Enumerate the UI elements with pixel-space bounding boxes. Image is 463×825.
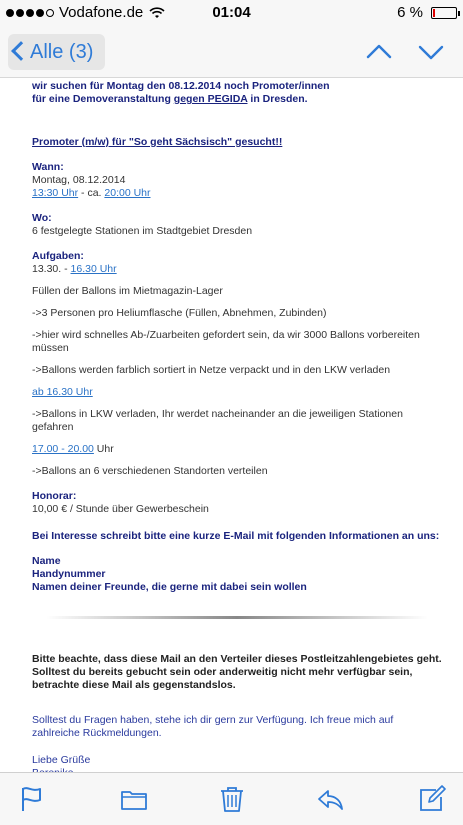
chevron-up-icon[interactable] bbox=[365, 38, 393, 66]
status-right bbox=[397, 4, 457, 21]
trash-icon[interactable] bbox=[218, 785, 246, 813]
time-link-start[interactable]: 13:30 Uhr bbox=[32, 187, 79, 199]
chevron-down-icon[interactable] bbox=[417, 38, 445, 66]
task-item: ->Ballons in LKW verladen, Ihr werdet nacheinander an die jeweiligen Stationen gefahren bbox=[32, 408, 403, 433]
battery-level bbox=[433, 9, 435, 17]
battery-icon bbox=[431, 7, 457, 19]
email-heading: Promoter (m/w) für "So geht Sächsisch" gesucht!! bbox=[32, 136, 283, 148]
intro-text: wir suchen für Montag den 08.12.2014 noch Promoter/innen für eine Demoveranstaltung gegen PEGIDA in Dresden. bbox=[32, 80, 330, 105]
section-aufgaben: Aufgaben: 13.30. - 16.30 Uhr bbox=[32, 250, 117, 275]
info-list: Name Handynummer Namen deiner Freunde, die gerne mit dabei sein wollen bbox=[32, 555, 307, 593]
compose-icon[interactable] bbox=[418, 785, 446, 813]
folder-icon[interactable] bbox=[120, 785, 148, 813]
navigation-bar bbox=[0, 26, 463, 78]
reply-icon[interactable] bbox=[316, 785, 344, 813]
divider bbox=[46, 616, 428, 619]
carrier-name: Vodafone.de bbox=[59, 4, 144, 21]
signature: Liebe Grüße bbox=[32, 754, 442, 793]
task-item: Füllen der Ballons im Mietmagazin-Lager bbox=[32, 285, 223, 297]
battery-percentage: 6 % bbox=[397, 4, 423, 21]
status-bar bbox=[0, 0, 463, 26]
clock: 01:04 bbox=[212, 4, 251, 21]
section-wann: Wann: Montag, 08.12.2014 13:30 Uhr - ca. 20:00 Uhr bbox=[32, 161, 151, 199]
time-link-ab[interactable]: ab 16.30 Uhr bbox=[32, 386, 93, 398]
bottom-toolbar bbox=[0, 772, 463, 825]
time-link-end[interactable]: 20:00 Uhr bbox=[104, 187, 151, 199]
back-button[interactable] bbox=[8, 34, 105, 70]
time-link-aufgaben[interactable]: 16.30 Uhr bbox=[70, 263, 117, 275]
task-item: ->Ballons an 6 verschiedenen Standorten verteilen bbox=[32, 465, 268, 477]
pegida-link[interactable]: gegen PEGIDA bbox=[173, 93, 248, 105]
flag-icon[interactable] bbox=[18, 785, 46, 813]
interest-text: Bei Interesse schreibt bitte eine kurze E-Mail mit folgenden Informationen an uns: bbox=[32, 530, 440, 542]
section-honorar: Honorar: 10,00 € / Stunde über Gewerbeschein bbox=[32, 490, 209, 515]
time-link-range[interactable]: 17.00 - 20.00 bbox=[32, 443, 94, 455]
notice-text: Bitte beachte, dass diese Mail an den Verteiler dieses Postleitzahlengebietes geht. Solltest du bereits gebucht sein oder anderweitig nicht mehr verfügbar sein, betrachte diese Mail als gegenstandslos. bbox=[32, 653, 442, 691]
email-body: wir suchen für Montag den 08.12.2014 noch Promoter/innen für eine Demoveranstaltung gegen PEGIDA in Dresden. Promoter (m/w) für "So geht Sächsisch" gesucht!! Wann: Montag, 08.12.2014 13:30 Uhr - ca. 20:00 Uhr Wo: 6 festgelegte Stationen im Stadtgebiet Dresden Aufgaben: 13.30. - 16.30 Uhr Füllen der Ballons im Mietmagazin-Lager ->3 Personen pro Heliumflasche (Füllen, Abnehmen, Zubinden) ->hier wird schnelles Ab-/Zuarbeiten gefordert sein, da wir 3000 Ballons vorbereiten müssen ->Ballons werden farblich sortiert in Netze verpackt und in den LKW verladen ab 16.30 Uhr ->Ballons in LKW verladen, Ihr werdet nacheinander an die jeweiligen Stationen gefahren 17.00 - 20.00 Uhr ->Ballons an 6 verschiedenen Standorten verteilen Honorar: 10,00 € / Stunde über Gewerbeschein Bei Interesse schreibt bitte eine kurze E-Mail mit folgenden Informationen an uns: Name Handynummer Namen deiner Freunde, die gerne mit dabei sein wollen Bitte beachte, dass diese Mail an den Verteiler dieses Postleitzahlengebietes geht. Solltest du bereits gebucht sein oder anderweitig nicht mehr verfügbar sein, betrachte diese Mail als gegenstandslos. Solltest du Fragen haben, stehe ich dir gern zur Verfügung. Ich freue mich auf zahlreiche Rückmeldungen. Liebe Grüße bbox=[32, 80, 442, 793]
questions-text: Solltest du Fragen haben, stehe ich dir gern zur Verfügung. Ich freue mich auf zahlreiche Rückmeldungen. bbox=[32, 714, 394, 739]
task-item: ->Ballons werden farblich sortiert in Netze verpackt und in den LKW verladen bbox=[32, 364, 391, 376]
chevron-left-icon bbox=[11, 41, 31, 61]
task-item: ->hier wird schnelles Ab-/Zuarbeiten gefordert sein, da wir 3000 Ballons vorbereiten müssen bbox=[32, 329, 420, 354]
section-wo: Wo: 6 festgelegte Stationen im Stadtgebiet Dresden bbox=[32, 212, 253, 237]
task-item: ->3 Personen pro Heliumflasche (Füllen, Abnehmen, Zubinden) bbox=[32, 307, 327, 319]
message-navigation bbox=[365, 38, 445, 66]
back-button-label: Alle (3) bbox=[30, 40, 94, 63]
